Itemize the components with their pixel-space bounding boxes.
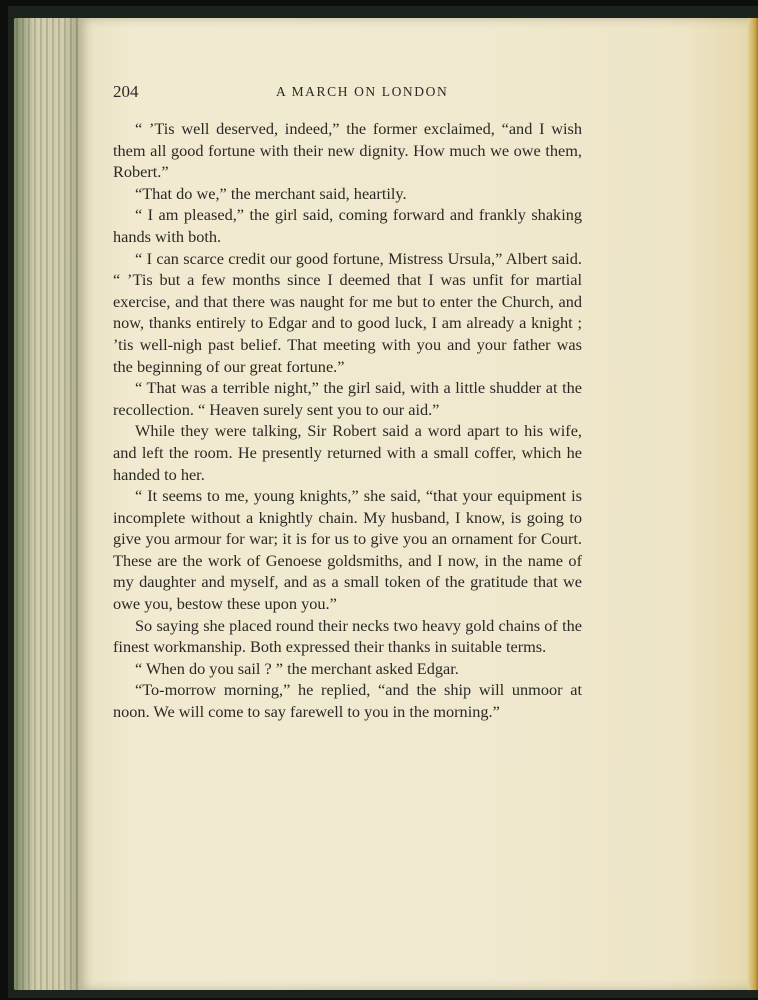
paragraph: “ I can scarce credit our good fortune, Mistress Ursula,” Albert said. “ ’Tis but a few months since I deemed that I was unfit for martial exercise, and that there was naught for me but to enter the Church, and now, thanks entirely to Edgar and to good luck, I am already a knight ; ’tis well-nigh past belief. That meeting with you and your father was the beginning of our great fortune.”	[113, 248, 582, 376]
paragraph: So saying she placed round their necks two heavy gold chains of the finest workmanship. Both expressed their thanks in suitable terms.	[113, 615, 582, 657]
running-title: A MARCH ON LONDON	[276, 84, 449, 99]
paragraph: “ I am pleased,” the girl said, coming forward and frankly shaking hands with both.	[113, 205, 582, 246]
paragraph: “ It seems to me, young knights,” she said, “that your equipment is incomplete without a knightly chain. My husband, I know, is going to give you armour for war; it is for us to give you an ornament for Court. These are the work of Genoese goldsmiths, and I now, in the name of my daughter and myself, and as a small token of the gratitude that we owe you, bestow these upon you.”	[113, 486, 582, 614]
paragraph: “To-morrow morning,” he replied, “and the ship will unmoor at noon. We will come to say farewell to you in the morning.”	[113, 680, 582, 722]
page-edges-stack	[14, 18, 84, 990]
paragraph: “ ’Tis well deserved, indeed,” the former exclaimed, “and I wish them all good fortune with their new dignity. How much we owe them, Robert.”	[113, 119, 582, 182]
paragraph: While they were talking, Sir Robert said a word apart to his wife, and left the room. He presently returned with a small coffer, which he handed to her.	[113, 421, 582, 484]
paragraph: “That do we,” the merchant said, heartily.	[135, 183, 407, 203]
body-text	[113, 118, 582, 723]
paragraph: “ That was a terrible night,” the girl said, with a little shudder at the recollection. “ Heaven surely sent you to our aid.”	[113, 378, 582, 419]
paragraph: “ When do you sail ? ” the merchant asked Edgar.	[135, 658, 459, 678]
gilt-page-edge	[748, 18, 758, 990]
page-number: 204	[113, 82, 139, 101]
